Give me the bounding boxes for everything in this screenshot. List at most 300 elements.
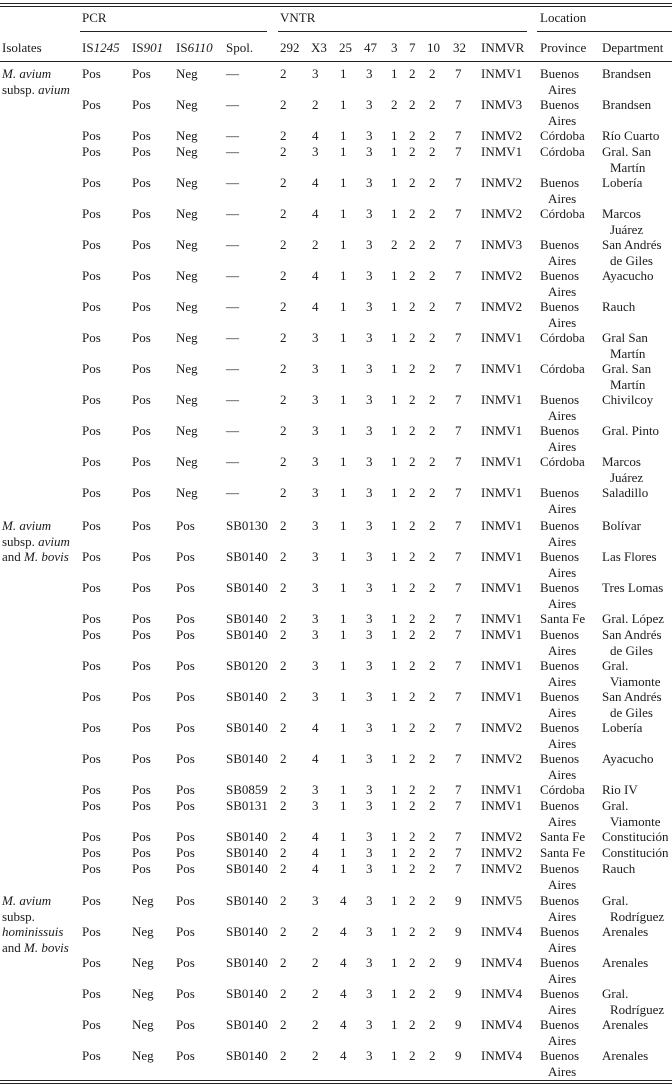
cell-department: de Giles — [610, 704, 653, 720]
cell-is6110: Pos — [176, 924, 195, 939]
cell-is1245: Pos — [82, 845, 101, 860]
cell-province: Buenos — [540, 268, 579, 283]
cell-vntr: 2 — [280, 658, 287, 673]
cell-province: Aires — [548, 112, 577, 128]
cell-is1245: Pos — [82, 924, 101, 939]
cell-vntr: 2 — [429, 299, 436, 314]
cell-vntr: 7 — [455, 518, 462, 533]
cell-vntr: 2 — [409, 423, 416, 438]
cell-vntr: 3 — [366, 299, 373, 314]
cell-inmvr: INMV1 — [481, 549, 523, 564]
cell-vntr: 3 — [366, 97, 373, 112]
cell-department: de Giles — [610, 642, 653, 658]
cell-is901: Pos — [132, 518, 151, 533]
cell-department: Gral. — [602, 798, 629, 813]
cell-province: Aires — [548, 766, 577, 782]
cell-vntr: 1 — [340, 627, 347, 642]
cell-vntr: 7 — [455, 361, 462, 376]
cell-department: Gral. San — [602, 361, 652, 376]
cell-vntr: 2 — [429, 829, 436, 844]
cell-vntr: 4 — [340, 924, 347, 939]
cell-vntr: 1 — [391, 689, 398, 704]
cell-vntr: 3 — [312, 518, 319, 533]
cell-vntr: 2 — [409, 268, 416, 283]
cell-is6110: Neg — [176, 392, 198, 407]
cell-vntr: 2 — [429, 268, 436, 283]
cell-department: Río Cuarto — [602, 128, 660, 143]
cell-is901: Pos — [132, 454, 151, 469]
cell-province: Buenos — [540, 627, 579, 642]
cell-vntr: 1 — [340, 299, 347, 314]
cell-vntr: 7 — [455, 782, 462, 797]
cell-province: Buenos — [540, 237, 579, 252]
cell-vntr: 7 — [455, 720, 462, 735]
cell-vntr: 1 — [391, 518, 398, 533]
cell-province: Córdoba — [540, 330, 585, 345]
cell-is1245: Pos — [82, 893, 101, 908]
cell-province: Buenos — [540, 1017, 579, 1032]
cell-vntr: 3 — [312, 454, 319, 469]
cell-department: Brandsen — [602, 66, 652, 81]
cell-vntr: 2 — [409, 751, 416, 766]
cell-vntr: 3 — [366, 1017, 373, 1032]
cell-spol: — — [226, 392, 239, 407]
cell-vntr: 3 — [312, 893, 319, 908]
bottom-rule-1 — [0, 1080, 672, 1081]
cell-vntr: 2 — [409, 330, 416, 345]
cell-inmvr: INMV1 — [481, 782, 523, 797]
cell-inmvr: INMV1 — [481, 627, 523, 642]
cell-vntr: 1 — [340, 206, 347, 221]
cell-spol: SB0140 — [226, 720, 268, 735]
cell-is1245: Pos — [82, 454, 101, 469]
cell-is901: Pos — [132, 861, 151, 876]
cell-vntr: 2 — [429, 893, 436, 908]
cell-is1245: Pos — [82, 66, 101, 81]
cell-vntr: 1 — [340, 175, 347, 190]
cell-is6110: Neg — [176, 423, 198, 438]
cell-department: Chivilcoy — [602, 392, 654, 407]
cell-province: Aires — [548, 735, 577, 751]
cell-department: Arenales — [602, 1048, 649, 1063]
cell-is901: Pos — [132, 485, 151, 500]
cell-inmvr: INMV1 — [481, 611, 523, 626]
cell-inmvr: INMV2 — [481, 751, 523, 766]
cell-vntr: 2 — [280, 175, 287, 190]
cell-vntr: 7 — [455, 299, 462, 314]
cell-vntr: 1 — [340, 423, 347, 438]
cell-vntr: 2 — [280, 549, 287, 564]
cell-is1245: Pos — [82, 720, 101, 735]
column-header-is901 — [132, 40, 163, 56]
cell-vntr: 2 — [429, 751, 436, 766]
column-header-vntr-47: 47 — [364, 40, 377, 55]
cell-department: Arenales — [602, 924, 649, 939]
cell-vntr: 1 — [340, 751, 347, 766]
cell-is1245: Pos — [82, 237, 101, 252]
cell-vntr: 2 — [429, 392, 436, 407]
cell-is6110: Pos — [176, 798, 195, 813]
cell-is901: Pos — [132, 829, 151, 844]
cell-vntr: 1 — [391, 829, 398, 844]
cell-vntr: 2 — [409, 986, 416, 1001]
cell-is901: Pos — [132, 845, 151, 860]
cell-vntr: 2 — [429, 518, 436, 533]
cell-province: Aires — [548, 673, 577, 689]
cell-province: Aires — [548, 813, 577, 829]
cell-inmvr: INMV2 — [481, 175, 523, 190]
cell-vntr: 3 — [366, 751, 373, 766]
column-header-vntr-292: 292 — [280, 40, 300, 55]
cell-vntr: 1 — [340, 485, 347, 500]
cell-vntr: 1 — [340, 782, 347, 797]
cell-vntr: 4 — [312, 206, 319, 221]
cell-department: Ayacucho — [602, 268, 654, 283]
cell-is1245: Pos — [82, 299, 101, 314]
cell-spol: — — [226, 268, 239, 283]
cell-vntr: 2 — [429, 689, 436, 704]
cell-vntr: 3 — [366, 845, 373, 860]
top-rule-2 — [0, 6, 672, 7]
cell-is901: Pos — [132, 689, 151, 704]
cell-is1245: Pos — [82, 627, 101, 642]
cell-is6110: Neg — [176, 144, 198, 159]
cell-vntr: 2 — [409, 518, 416, 533]
cell-province: Buenos — [540, 861, 579, 876]
cell-province: Buenos — [540, 549, 579, 564]
cell-province: Aires — [548, 190, 577, 206]
cell-province: Buenos — [540, 751, 579, 766]
column-header-inmvr: INMVR — [481, 40, 525, 55]
cell-is1245: Pos — [82, 829, 101, 844]
cell-is6110: Neg — [176, 361, 198, 376]
cell-is1245: Pos — [82, 1048, 101, 1063]
cell-province: Buenos — [540, 689, 579, 704]
cell-inmvr: INMV2 — [481, 861, 523, 876]
cell-province: Aires — [548, 407, 577, 423]
cell-spol: — — [226, 97, 239, 112]
cell-inmvr: INMV2 — [481, 299, 523, 314]
cell-is1245: Pos — [82, 751, 101, 766]
cell-vntr: 1 — [340, 798, 347, 813]
cell-vntr: 3 — [366, 798, 373, 813]
cell-is901: Pos — [132, 580, 151, 595]
cell-vntr: 7 — [455, 423, 462, 438]
cell-vntr: 2 — [409, 720, 416, 735]
cell-vntr: 2 — [409, 689, 416, 704]
cell-inmvr: INMV1 — [481, 144, 523, 159]
cell-province: Buenos — [540, 423, 579, 438]
cell-province: Buenos — [540, 955, 579, 970]
cell-vntr: 2 — [409, 237, 416, 252]
cell-vntr: 2 — [409, 66, 416, 81]
cell-is1245: Pos — [82, 361, 101, 376]
cell-vntr: 1 — [391, 144, 398, 159]
cell-province: Santa Fe — [540, 829, 586, 844]
cell-vntr: 1 — [340, 720, 347, 735]
cell-province: Aires — [548, 970, 577, 986]
cell-vntr: 2 — [280, 454, 287, 469]
cell-province: Aires — [548, 704, 577, 720]
cell-is1245: Pos — [82, 128, 101, 143]
cell-vntr: 4 — [340, 1017, 347, 1032]
cell-vntr: 1 — [391, 658, 398, 673]
cell-is6110: Pos — [176, 611, 195, 626]
cell-is901: Pos — [132, 549, 151, 564]
cell-vntr: 9 — [455, 893, 462, 908]
cell-province: Aires — [548, 252, 577, 268]
cell-vntr: 1 — [391, 485, 398, 500]
cell-is1245: Pos — [82, 798, 101, 813]
cell-department: Martín — [610, 345, 646, 361]
cell-is901: Pos — [132, 237, 151, 252]
cell-vntr: 3 — [312, 549, 319, 564]
cell-vntr: 7 — [455, 128, 462, 143]
cell-department: Tres Lomas — [602, 580, 664, 595]
column-header-is6110 — [176, 40, 213, 56]
cell-spol: SB0140 — [226, 829, 268, 844]
cell-vntr: 3 — [366, 330, 373, 345]
cell-vntr: 1 — [391, 580, 398, 595]
cell-inmvr: INMV1 — [481, 392, 523, 407]
cell-vntr: 3 — [366, 268, 373, 283]
cell-is1245: Pos — [82, 206, 101, 221]
cell-department: Constitución — [602, 829, 669, 844]
cell-is901: Pos — [132, 423, 151, 438]
cell-vntr: 2 — [429, 955, 436, 970]
cell-spol: SB0140 — [226, 861, 268, 876]
cell-vntr: 3 — [366, 454, 373, 469]
cell-department: Lobería — [602, 175, 643, 190]
cell-vntr: 2 — [280, 268, 287, 283]
cell-vntr: 2 — [409, 829, 416, 844]
cell-spol: — — [226, 66, 239, 81]
cell-is901: Neg — [132, 1017, 154, 1032]
cell-vntr: 3 — [366, 66, 373, 81]
cell-vntr: 4 — [340, 893, 347, 908]
cell-vntr: 7 — [455, 144, 462, 159]
cell-spol: SB0859 — [226, 782, 268, 797]
cell-vntr: 2 — [312, 97, 319, 112]
cell-vntr: 2 — [280, 206, 287, 221]
cell-vntr: 3 — [366, 658, 373, 673]
cell-department: San Andrés — [602, 627, 662, 642]
cell-vntr: 2 — [280, 392, 287, 407]
cell-is6110: Pos — [176, 1048, 195, 1063]
cell-vntr: 2 — [429, 627, 436, 642]
is901-prefix: IS — [132, 40, 144, 55]
cell-is901: Pos — [132, 206, 151, 221]
cell-province: Aires — [548, 283, 577, 299]
cell-vntr: 3 — [366, 611, 373, 626]
cell-is1245: Pos — [82, 1017, 101, 1032]
cell-inmvr: INMV1 — [481, 689, 523, 704]
cell-vntr: 2 — [429, 782, 436, 797]
cell-is6110: Neg — [176, 66, 198, 81]
cell-vntr: 1 — [340, 66, 347, 81]
cell-vntr: 2 — [409, 1048, 416, 1063]
column-header-vntr-25: 25 — [339, 40, 352, 55]
cell-vntr: 2 — [312, 924, 319, 939]
cell-vntr: 2 — [280, 751, 287, 766]
cell-vntr: 3 — [366, 206, 373, 221]
cell-is901: Pos — [132, 798, 151, 813]
cell-spol: SB0140 — [226, 893, 268, 908]
cell-is901: Pos — [132, 330, 151, 345]
cell-province: Córdoba — [540, 782, 585, 797]
cell-vntr: 2 — [280, 782, 287, 797]
cell-inmvr: INMV1 — [481, 580, 523, 595]
cell-vntr: 4 — [312, 829, 319, 844]
pcr-group-rule — [80, 31, 267, 32]
cell-vntr: 2 — [280, 627, 287, 642]
cell-is901: Neg — [132, 924, 154, 939]
cell-department: Viamonte — [610, 673, 661, 689]
cell-vntr: 3 — [366, 627, 373, 642]
cell-is901: Pos — [132, 627, 151, 642]
cell-vntr: 2 — [409, 299, 416, 314]
cell-province: Buenos — [540, 485, 579, 500]
cell-spol: — — [226, 175, 239, 190]
cell-vntr: 9 — [455, 986, 462, 1001]
cell-department: Rodríguez — [610, 908, 665, 924]
cell-is6110: Neg — [176, 485, 198, 500]
cell-vntr: 1 — [391, 611, 398, 626]
cell-vntr: 1 — [340, 268, 347, 283]
cell-is1245: Pos — [82, 782, 101, 797]
cell-is6110: Pos — [176, 893, 195, 908]
cell-vntr: 2 — [280, 423, 287, 438]
cell-vntr: 2 — [280, 861, 287, 876]
cell-province: Buenos — [540, 392, 579, 407]
cell-vntr: 2 — [429, 237, 436, 252]
cell-vntr: 2 — [429, 330, 436, 345]
cell-inmvr: INMV1 — [481, 658, 523, 673]
cell-vntr: 2 — [280, 299, 287, 314]
cell-is901: Pos — [132, 611, 151, 626]
cell-department: Juárez — [610, 469, 644, 485]
cell-vntr: 2 — [280, 66, 287, 81]
cell-is6110: Pos — [176, 782, 195, 797]
cell-vntr: 2 — [429, 861, 436, 876]
cell-province: Aires — [548, 438, 577, 454]
cell-province: Aires — [548, 595, 577, 611]
cell-vntr: 3 — [312, 627, 319, 642]
cell-vntr: 2 — [280, 330, 287, 345]
cell-spol: SB0140 — [226, 689, 268, 704]
header-rule — [0, 61, 672, 62]
cell-is1245: Pos — [82, 689, 101, 704]
cell-spol: — — [226, 423, 239, 438]
cell-is1245: Pos — [82, 144, 101, 159]
cell-vntr: 3 — [312, 361, 319, 376]
cell-inmvr: INMV1 — [481, 518, 523, 533]
cell-vntr: 2 — [429, 144, 436, 159]
cell-is901: Pos — [132, 751, 151, 766]
cell-inmvr: INMV4 — [481, 924, 523, 939]
cell-spol: SB0120 — [226, 658, 268, 673]
cell-vntr: 3 — [312, 782, 319, 797]
cell-vntr: 9 — [455, 1017, 462, 1032]
group-header-location: Location — [540, 10, 587, 25]
cell-spol: — — [226, 128, 239, 143]
cell-inmvr: INMV5 — [481, 893, 523, 908]
cell-vntr: 1 — [340, 361, 347, 376]
cell-vntr: 2 — [409, 1017, 416, 1032]
cell-province: Aires — [548, 500, 577, 516]
cell-vntr: 2 — [429, 986, 436, 1001]
cell-vntr: 3 — [312, 798, 319, 813]
cell-is1245: Pos — [82, 861, 101, 876]
cell-is6110: Neg — [176, 237, 198, 252]
cell-vntr: 7 — [455, 861, 462, 876]
cell-vntr: 7 — [455, 454, 462, 469]
cell-is1245: Pos — [82, 658, 101, 673]
cell-is1245: Pos — [82, 268, 101, 283]
cell-vntr: 7 — [455, 580, 462, 595]
cell-vntr: 7 — [455, 611, 462, 626]
cell-vntr: 2 — [280, 829, 287, 844]
cell-vntr: 7 — [455, 627, 462, 642]
isolate-group-label: M. avium subsp. avium and M. bovis — [2, 518, 70, 564]
cell-vntr: 1 — [391, 782, 398, 797]
cell-inmvr: INMV2 — [481, 829, 523, 844]
cell-vntr: 3 — [312, 423, 319, 438]
cell-inmvr: INMV2 — [481, 268, 523, 283]
cell-vntr: 2 — [409, 128, 416, 143]
cell-province: Aires — [548, 1001, 577, 1017]
cell-vntr: 4 — [312, 861, 319, 876]
cell-department: Saladillo — [602, 485, 649, 500]
cell-inmvr: INMV1 — [481, 454, 523, 469]
cell-province: Córdoba — [540, 144, 585, 159]
cell-is1245: Pos — [82, 518, 101, 533]
cell-province: Buenos — [540, 720, 579, 735]
cell-spol: SB0140 — [226, 955, 268, 970]
cell-vntr: 3 — [366, 861, 373, 876]
cell-vntr: 1 — [340, 144, 347, 159]
cell-vntr: 9 — [455, 924, 462, 939]
cell-vntr: 1 — [340, 549, 347, 564]
cell-province: Buenos — [540, 658, 579, 673]
cell-vntr: 3 — [312, 658, 319, 673]
cell-spol: — — [226, 454, 239, 469]
cell-vntr: 2 — [280, 955, 287, 970]
column-header-vntr-x3: X3 — [311, 40, 327, 55]
cell-vntr: 7 — [455, 751, 462, 766]
cell-vntr: 2 — [312, 1048, 319, 1063]
cell-province: Aires — [548, 876, 577, 892]
cell-spol: — — [226, 330, 239, 345]
cell-vntr: 2 — [409, 144, 416, 159]
cell-vntr: 2 — [280, 237, 287, 252]
cell-inmvr: INMV4 — [481, 1017, 523, 1032]
cell-vntr: 3 — [366, 893, 373, 908]
cell-vntr: 1 — [391, 627, 398, 642]
cell-spol: SB0140 — [226, 549, 268, 564]
cell-spol: SB0140 — [226, 986, 268, 1001]
cell-spol: SB0140 — [226, 580, 268, 595]
cell-province: Aires — [548, 1063, 577, 1079]
cell-vntr: 2 — [409, 206, 416, 221]
cell-is901: Pos — [132, 299, 151, 314]
cell-vntr: 2 — [391, 237, 398, 252]
cell-vntr: 4 — [340, 955, 347, 970]
cell-is1245: Pos — [82, 97, 101, 112]
cell-vntr: 7 — [455, 798, 462, 813]
cell-department: Bolívar — [602, 518, 641, 533]
cell-vntr: 2 — [429, 720, 436, 735]
